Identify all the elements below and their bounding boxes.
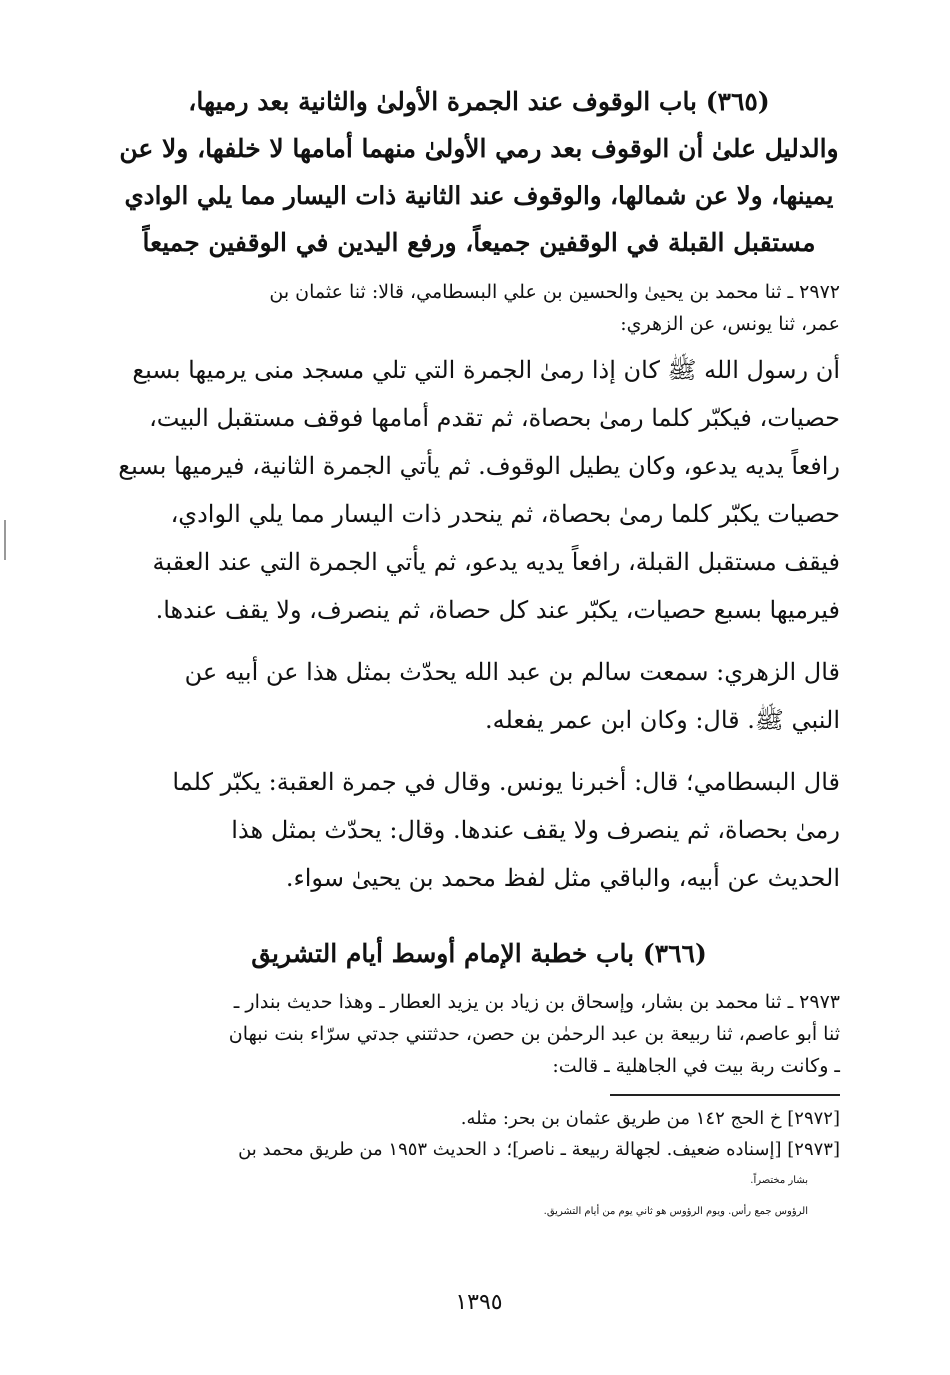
zuhri-statement [118,648,840,744]
matn-line: حصيات، فيكبّر كلما رمىٰ بحصاة، ثم تقدم أمامها فوقف مستقبل البيت، [149,404,840,432]
isnad-line: ثنا أبو عاصم، ثنا ربيعة بن عبد الرحمٰن بن حصن، حدثتني جدتي سرّاء بنت نبهان [228,1023,840,1045]
page-number: ١٣٩٥ [455,1290,503,1315]
title-line: مستقبل القبلة في الوقفين جميعاً، ورفع اليدين في الوقفين جميعاً [142,228,816,257]
matn-line: فيرميها بسبع حصيات، يكبّر عند كل حصاة، ثم ينصرف، ولا يقف عندها. [155,596,840,624]
hadith-2972-matn [118,346,840,634]
scan-edge-mark [4,520,6,560]
footnote-separator [610,1094,840,1096]
footnote-2973-cont: بشار مختصراً. [750,1175,808,1186]
matn-line: قال الزهري: سمعت سالم بن عبد الله يحدّث بمثل هذا عن أبيه عن [184,658,840,686]
bistami-statement [118,758,840,902]
hadith-2972-isnad [118,276,840,340]
matn-line: الحديث عن أبيه، والباقي مثل لفظ محمد بن يحيىٰ سواء. [285,864,840,892]
isnad-line: ٢٩٧٣ ـ ثنا محمد بن بشار، وإسحاق بن زياد بن يزيد العطار ـ وهذا حديث بندار ـ [233,991,840,1013]
book-page [118,78,840,1358]
matn-line: رمىٰ بحصاة، ثم ينصرف ولا يقف عندها. وقال: يحدّث بمثل هذا [231,816,840,844]
footnote-2973: [٢٩٧٣] [إسناده ضعيف. لجهالة ربيعة ـ ناصر]؛ د الحديث ١٩٥٣ من طريق محمد بن [238,1139,840,1160]
isnad-line: عمر، ثنا يونس، عن الزهري: [620,313,840,335]
footnote-2972: [٢٩٧٢] خ الحج ١٤٢ من طريق عثمان بن بحر: مثله. [460,1108,840,1129]
isnad-line: ٢٩٧٢ ـ ثنا محمد بن يحيىٰ والحسين بن علي البسطامي، قالا: ثنا عثمان بن [269,281,840,303]
matn-line: أن رسول الله ﷺ كان إذا رمىٰ الجمرة التي تلي مسجد منى يرميها بسبع [132,356,840,384]
hadith-2973-isnad [118,986,840,1082]
matn-line: النبي ﷺ. قال: وكان ابن عمر يفعله. [484,706,840,734]
matn-line: فيقف مستقبل القبلة، رافعاً يديه يدعو، ثم يأتي الجمرة التي عند العقبة [152,548,840,576]
title-line: (٣٦٥) باب الوقوف عند الجمرة الأولىٰ والثانية بعد رميها، [188,87,770,116]
title-line: والدليل علىٰ أن الوقوف بعد رمي الأولىٰ منهما أمامها لا خلفها، ولا عن [119,134,839,163]
matn-line: رافعاً يديه يدعو، وكان يطيل الوقوف. ثم يأتي الجمرة الثانية، فيرميها بسبع [118,452,840,480]
title-line: يمينها، ولا عن شمالها، والوقوف عند الثانية ذات اليسار مما يلي الوادي [124,181,834,210]
chapter-365-title [118,78,840,266]
matn-line: حصيات يكبّر كلما رمىٰ بحصاة، ثم ينحدر ذات اليسار مما يلي الوادي، [170,500,840,528]
chapter-366-title: (٣٦٦) باب خطبة الإمام أوسط أيام التشريق [251,939,707,968]
footnote-rous: الرؤوس جمع رأس. ويوم الرؤوس هو ثاني يوم من أيام التشريق. [543,1206,808,1217]
footnotes [118,1103,840,1227]
matn-line: قال البسطامي؛ قال: أخبرنا يونس. وقال في جمرة العقبة: يكبّر كلما [172,768,840,796]
isnad-line: ـ وكانت ربة بيت في الجاهلية ـ قالت: [552,1055,840,1077]
